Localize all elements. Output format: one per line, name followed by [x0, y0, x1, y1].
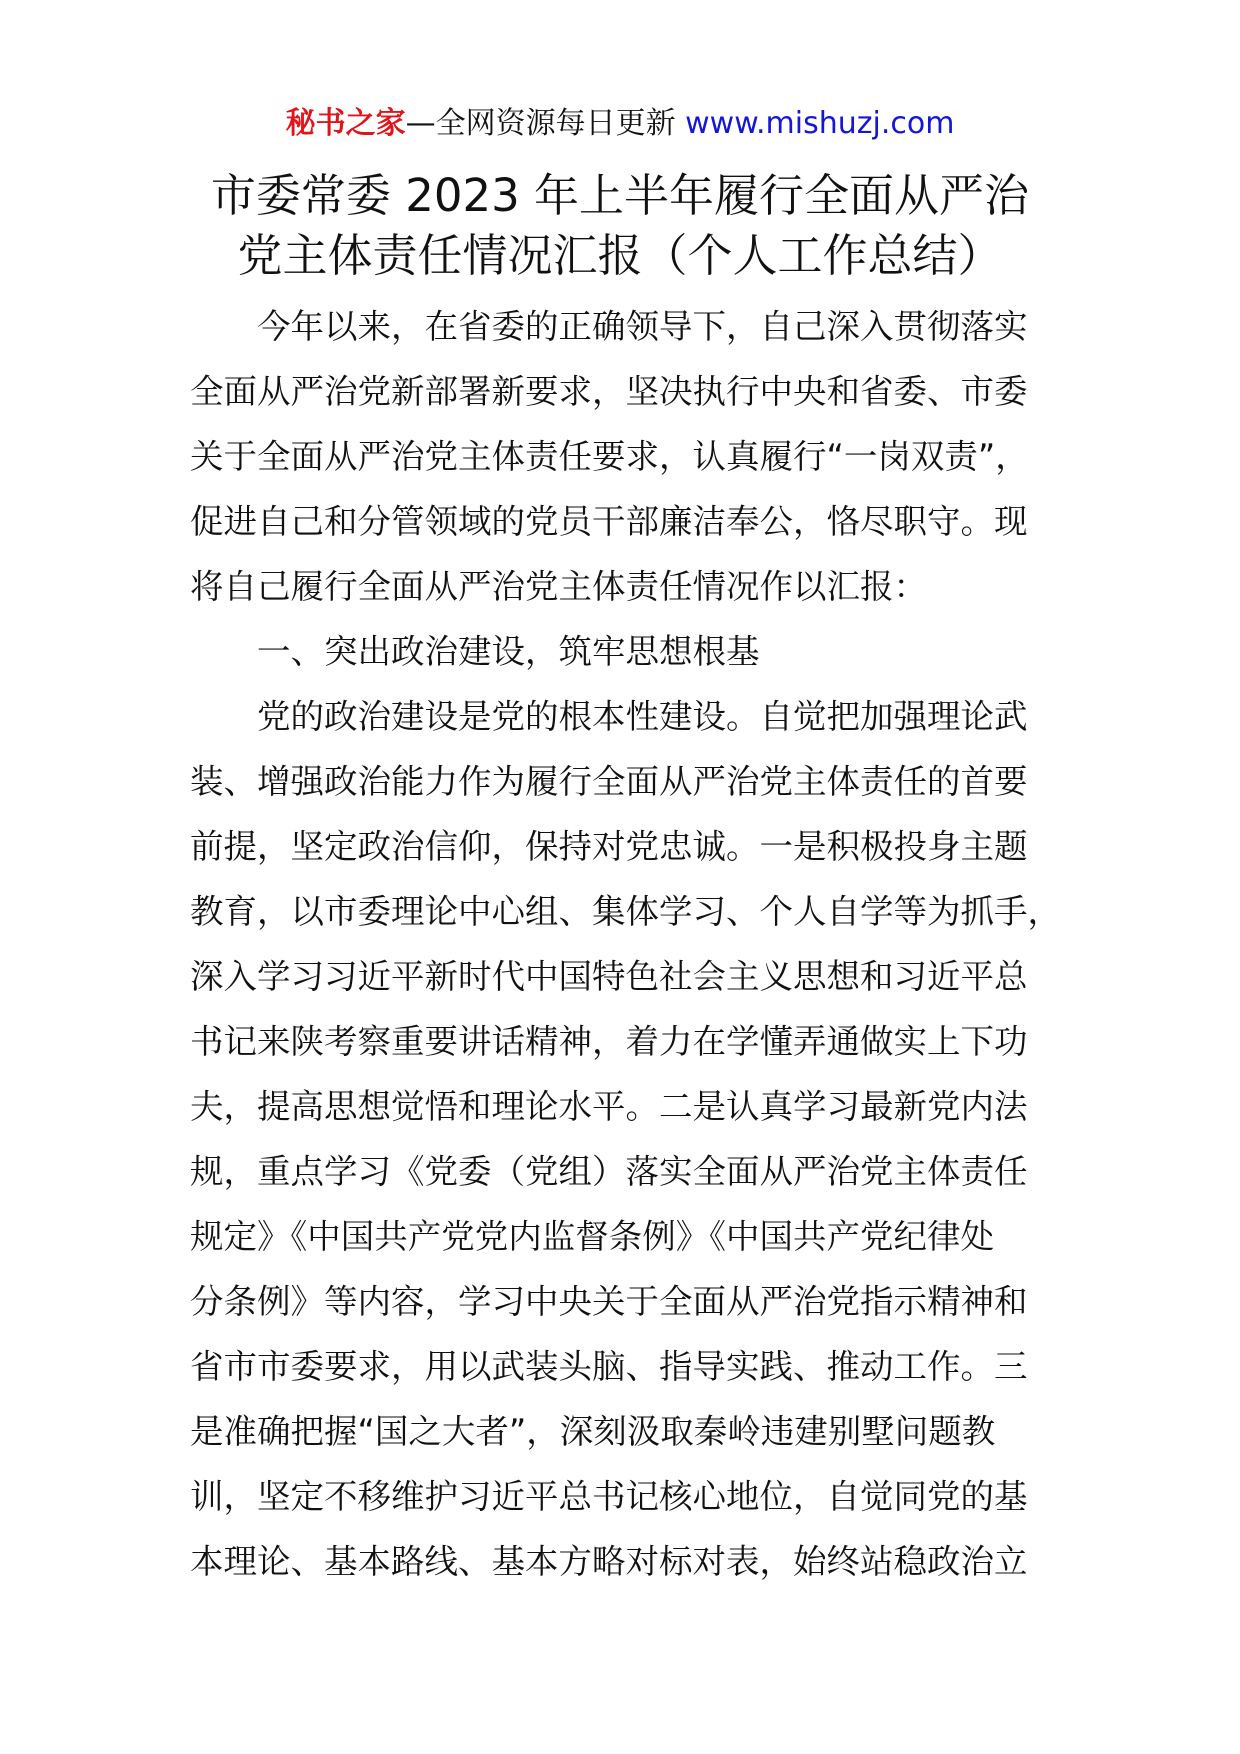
paragraph-intro-cont: [190, 359, 1050, 619]
brand-name: 秘书之家: [285, 106, 406, 141]
paragraph-line: 党的政治建设是党的根本性建设。自觉把加强理论武: [257, 697, 1028, 736]
paragraph-line: 将自己履行全面从严治党主体责任情况作以汇报：: [190, 567, 927, 606]
paragraph-line: 本理论、基本路线、基本方略对标对表，始终站稳政治立: [190, 1542, 1028, 1581]
site-url-link[interactable]: www.mishuzj.com: [685, 106, 955, 141]
paragraph-line: 夫，提高思想觉悟和理论水平。二是认真学习最新党内法: [190, 1087, 1028, 1126]
site-header: [0, 104, 1240, 144]
document-body: [190, 294, 1061, 1594]
paragraph-line: 装、增强政治能力作为履行全面从严治党主体责任的首要: [190, 762, 1028, 801]
section-heading-text: 一、突出政治建设，筑牢思想根基: [257, 632, 760, 671]
title-line-2: 党主体责任情况汇报（个人工作总结）: [237, 229, 1003, 282]
header-tagline: —全网资源每日更新: [405, 106, 686, 141]
paragraph-line: 省市市委要求，用以武装头脑、指导实践、推动工作。三: [190, 1347, 1028, 1386]
paragraph-line: 规定》《中国共产党党内监督条例》《中国共产党纪律处: [190, 1217, 994, 1256]
section-heading: [190, 619, 1050, 684]
paragraph-line: 深入学习习近平新时代中国特色社会主义思想和习近平总: [190, 957, 1028, 996]
paragraph-line: 训，坚定不移维护习近平总书记核心地位，自觉同党的基: [190, 1477, 1028, 1516]
title-line-1: 市委常委 2023 年上半年履行全面从严治: [210, 169, 1030, 222]
paragraph-line: 关于全面从严治党主体责任要求，认真履行“一岗双责”，: [190, 437, 1029, 476]
paragraph-section1-cont: [190, 749, 1061, 1594]
paragraph-line: 书记来陕考察重要讲话精神，着力在学懂弄通做实上下功: [190, 1022, 1028, 1061]
paragraph-line: 前提，坚定政治信仰，保持对党忠诚。一是积极投身主题: [190, 827, 1028, 866]
paragraph-section1: [190, 684, 1050, 749]
paragraph-line: 今年以来，在省委的正确领导下，自己深入贯彻落实: [257, 307, 1028, 346]
paragraph-line: 规，重点学习《党委（党组）落实全面从严治党主体责任: [190, 1152, 1028, 1191]
paragraph-intro: [190, 294, 1050, 359]
paragraph-line: 促进自己和分管领域的党员干部廉洁奉公，恪尽职守。现: [190, 502, 1028, 541]
paragraph-line: 全面从严治党新部署新要求，坚决执行中央和省委、市委: [190, 372, 1028, 411]
paragraph-line: 是准确把握“国之大者”，深刻汲取秦岭违建别墅问题教: [190, 1412, 996, 1451]
paragraph-line: 分条例》等内容，学习中央关于全面从严治党指示精神和: [190, 1282, 1028, 1321]
paragraph-line: 教育，以市委理论中心组、集体学习、个人自学等为抓手，: [190, 892, 1061, 931]
document-title: [150, 166, 1090, 286]
